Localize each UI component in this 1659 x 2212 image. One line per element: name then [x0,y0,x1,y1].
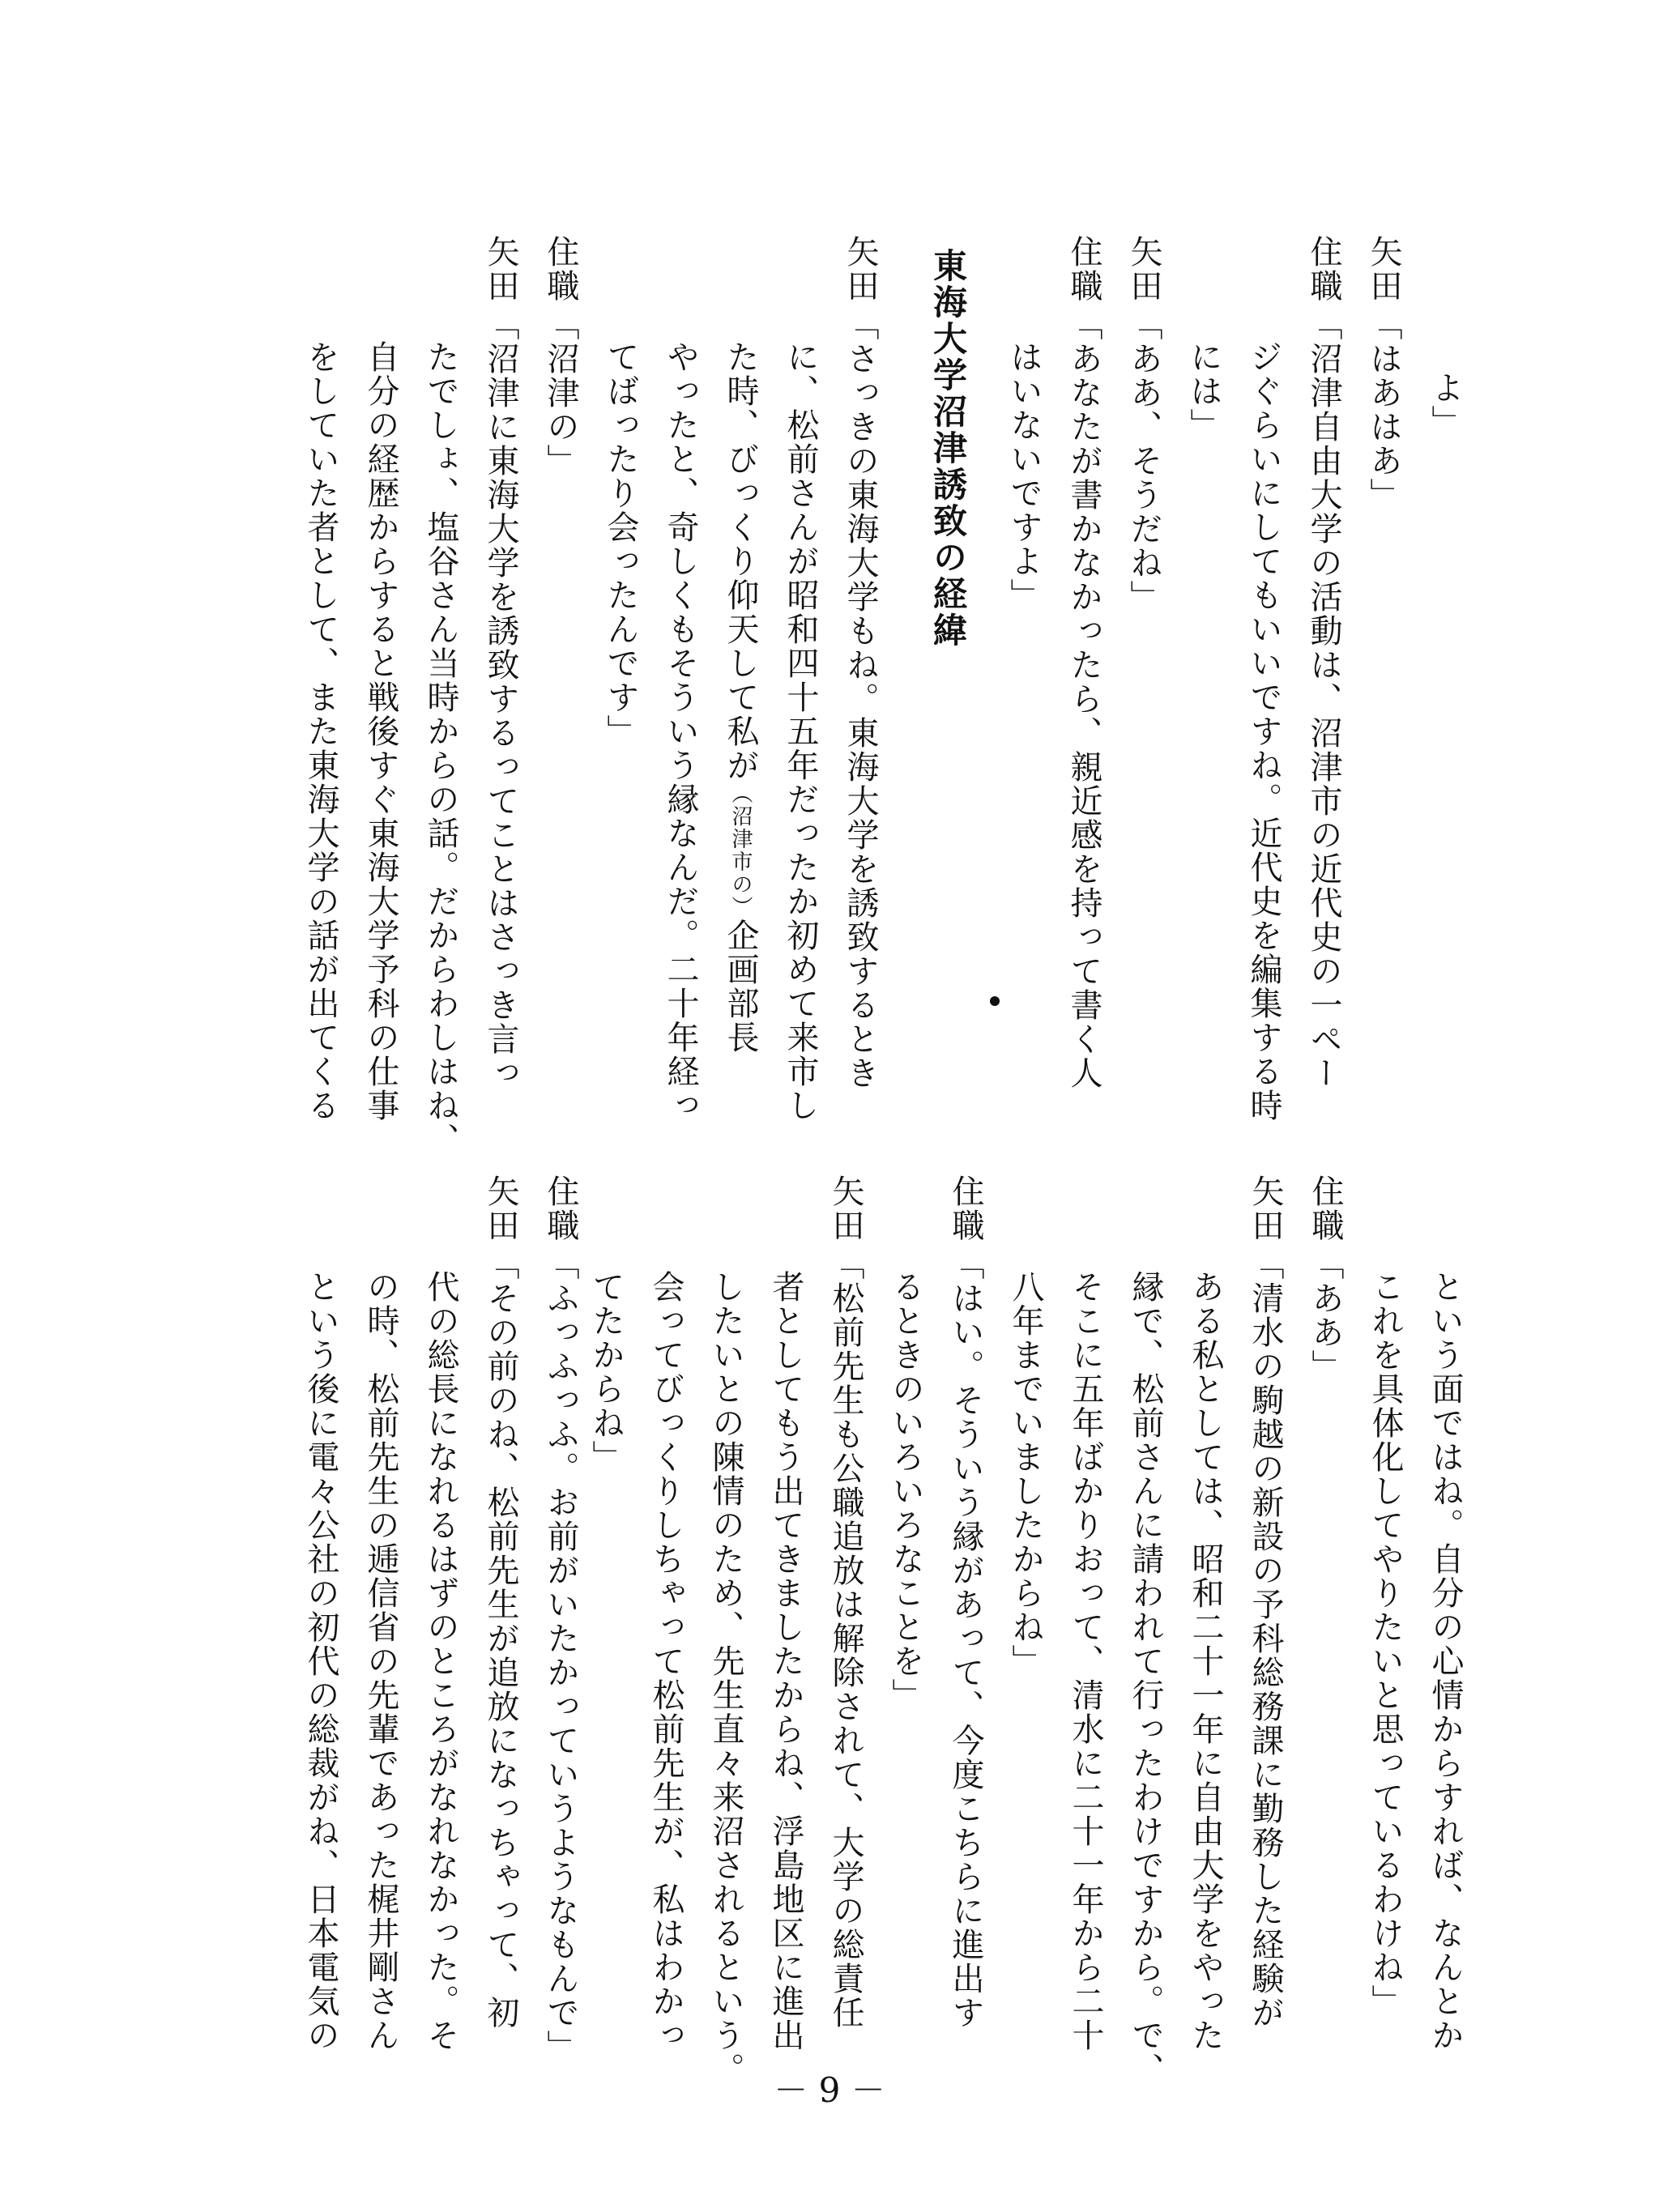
page-number: － 9 － [774,2070,885,2110]
text-column: やったと、奇しくもそういう縁なんだ。二十年経っ [662,340,699,1123]
text-column: 「あなたが書かなかったら、親近感を持って書く人 [1065,308,1102,1090]
speaker-label: 矢田 [482,1174,519,1242]
speaker-label: 矢田 [482,235,519,303]
text-column: 「その前のね、松前先生が追放になっちゃって、初 [482,1247,519,2030]
text-column: ある私としては、昭和二十一年に自由大学をやった [1187,1270,1224,2052]
text-column: 八年までいましたからね」 [1007,1270,1044,1678]
speaker-label: 住職 [1065,235,1102,303]
text-column: という面ではね。自分の心情からすれば、なんとか [1427,1270,1464,2052]
text-column [724,340,757,1055]
text-column: の時、松前先生の逓信省の先輩であった梶井剛さん [362,1270,399,2052]
text-column: 代の総長になれるはずのところがなれなかった。そ [422,1270,459,2052]
speaker-label: 住職 [1305,235,1342,303]
text-column: よ」 [1427,371,1464,439]
text-column: 縁で、松前さんに請われて行ったわけですから。で、 [1127,1270,1164,2086]
text-column: 「沼津の」 [542,308,579,478]
speaker-label: 矢田 [1365,235,1402,303]
speaker-label: 住職 [1307,1174,1344,1242]
text-column: はいないですよ」 [1005,340,1043,612]
section-heading: 東海大学沼津誘致の経緯 [928,248,968,649]
text-column: 者としてもう出てきましたからね、浮島地区に進出 [767,1270,804,2052]
text-column: 「清水の駒越の新設の予科総務課に勤務した経験が [1247,1247,1284,2030]
speaker-label: 矢田 [1125,235,1162,303]
text-column: てたからね」 [587,1270,625,1474]
speaker-label: 住職 [947,1174,984,1242]
text-column: てばったり会ったんです」 [602,340,639,748]
text-column: 「さっきの東海大学もね。東海大学を誘致するとき [842,308,879,1090]
inline-note: （沼津市の） [728,782,753,918]
speaker-label: 住職 [542,235,579,303]
text-column: たでしょ、塩谷さん当時からの話。だからわしはね、 [422,340,459,1157]
text-column: という後に電々公社の初代の総裁がね、日本電気の [302,1270,339,2052]
stray-mark [990,996,1000,1006]
text-column: をしていた者として、また東海大学の話が出てくる [302,340,339,1123]
text-fragment: た時、びっくり仰天して私が [722,340,759,782]
text-column: これを具体化してやりたいと思っているわけね」 [1367,1270,1404,2018]
text-fragment: 企画部長 [722,918,759,1055]
text-column: るときのいろいろなことを」 [887,1270,924,1712]
text-column: 「ああ」 [1307,1247,1344,1383]
speaker-label: 矢田 [842,235,879,303]
text-column: そこに五年ばかりおって、清水に二十一年から二十 [1067,1270,1104,2052]
text-column: には」 [1185,340,1222,442]
text-column: ジぐらいにしてもいいですね。近代史を編集する時 [1245,340,1282,1123]
text-column: 「沼津自由大学の活動は、沼津市の近代史の一ペー [1305,308,1342,1090]
text-column: したいとの陳情のため、先生直々来沼されるという。 [707,1270,744,2086]
text-column: 「沼津に東海大学を誘致するってことはさっき言っ [482,308,519,1090]
text-column: 「ふっふっふ。お前がいたかっていうようなもんで」 [542,1247,579,2064]
text-column: 自分の経歴からすると戦後すぐ東海大学予科の仕事 [362,340,399,1123]
text-column: に、松前さんが昭和四十五年だったか初めて来市し [782,340,819,1123]
text-column: 会ってびっくりしちゃって松前先生が、私はわかっ [647,1270,684,2052]
text-column: 「ああ、そうだね」 [1125,308,1162,614]
speaker-label: 矢田 [1247,1174,1284,1242]
text-column: 「松前先生も公職追放は解除されて、大学の総責任 [827,1247,864,2030]
text-column: 「はい。そういう縁があって、今度こちらに進出す [947,1247,984,2030]
speaker-label: 矢田 [827,1174,864,1242]
speaker-label: 住職 [542,1174,579,1242]
text-column: 「はあはあ」 [1365,308,1402,512]
